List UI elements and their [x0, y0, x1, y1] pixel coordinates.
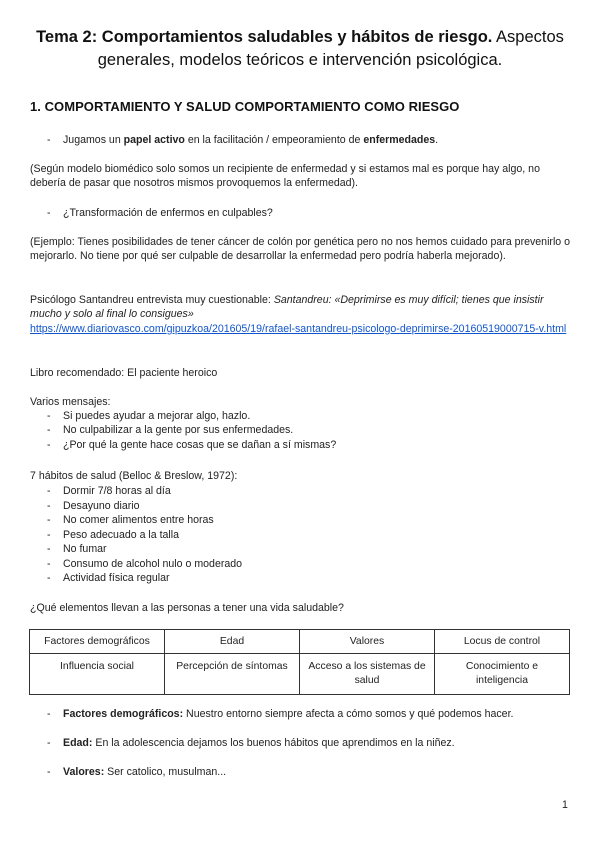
list-item: - No culpabilizar a la gente por sus enfermedades.: [47, 424, 294, 437]
paragraph-entrevista: [30, 293, 575, 336]
list-item: - No comer alimentos entre horas: [47, 514, 214, 526]
table-cell: Acceso a los sistemas de salud: [300, 654, 435, 695]
list-item: - Dormir 7/8 horas al día: [47, 485, 171, 497]
table-cell: Edad: [165, 630, 300, 654]
table-cell: Influencia social: [30, 654, 165, 695]
table-cell: Factores demográficos: [30, 630, 165, 654]
factor-text: Nuestro entorno siempre afecta a cómo somos y qué podemos hacer.: [183, 708, 514, 720]
table-cell: Conocimiento e inteligencia: [435, 654, 570, 695]
title-bold: Tema 2: Comportamientos saludables y hábitos de riesgo.: [36, 28, 493, 46]
messages-intro: Varios mensajes:: [30, 396, 111, 408]
bullet-text: ¿Transformación de enfermos en culpables?: [63, 207, 273, 219]
list-item: - Si puedes ayudar a mejorar algo, hazlo.: [47, 410, 251, 422]
factor-text: En la adolescencia dejamos los buenos hábitos que aprendimos en la niñez.: [92, 737, 455, 749]
document-page: Tema 2: Comportamientos saludables y hábitos de riesgo. Aspectos generales, modelos teóricos e intervención psicológica. 1. COMPORTAMIENTO Y SALUD COMPORTAMIENTO COMO RIESGO - Jugamos un papel activo en la facilitación / empeoramiento de enfermedades. (Según modelo biomédico solo somos un recipiente de enfermedad y si estamos mal es porque hay algo, no debería de pasar que nosotros mismos provoquemos la enfermedad). - ¿Transformación de enfermos en culpables? (Ejemplo: Tienes posibilidades de tener cáncer de colón por genética pero no nos hemos cuidado para prevenirlo o mejorarlo. No tiene por qué ser culpable de desarrollar la enfermedad pero podría haberla mejorado). Psicólogo Santandreu entrevista muy cuestionable: Santandreu: «Deprimirse es muy difícil; tienes que insistir mucho y solo al final lo consigues» https://www.diariovasco.com/gipuzkoa/201605/19/rafael-santandreu-psicologo-deprimirse-20160519000715-v.html Libro recomendado: El paciente heroico Varios mensajes: - Si puedes ayudar a mejorar algo, hazlo. - No culpabilizar a la gente por sus enfermedades. - ¿Por qué la gente hace cosas que se dañan a sí mismas? 7 hábitos de salud (Belloc & Breslow, 1972): - Dormir 7/8 horas al día - Desayuno diario - No comer alimentos entre horas - Peso adecuado a la talla - No fumar - Consumo de alcohol nulo o moderado - Actividad física regular ¿Qué elementos llevan a las personas a tener una vida saludable? Factores demográficos Edad Valores Locus de control Influencia social Percepción de síntomas Acceso a los sistemas de salud Conocimiento e inteligencia - Factores demográficos: Nuestro entorno siempre afecta a cómo somos y qué podemos hacer. - Edad: En la adolescencia dejamos los buenos hábitos que aprendimos en la niñez. - Valores: Ser catolico, musulman... 1: [0, 0, 600, 848]
habits-list: [0, 484, 600, 586]
bullet-dash: -: [47, 207, 51, 219]
paragraph-libro: Libro recomendado: El paciente heroico: [30, 367, 218, 379]
bullet-text: Jugamos un papel activo en la facilitación / empeoramiento de enfermedades.: [63, 134, 439, 146]
list-item: - ¿Por qué la gente hace cosas que se dañan a sí mismas?: [47, 438, 337, 451]
table-cell: Locus de control: [435, 630, 570, 654]
interview-quote: Santandreu: «Deprimirse es muy difícil; tienes que insistir mucho y solo al final lo consigues»: [30, 294, 544, 321]
question-text: ¿Qué elementos llevan a las personas a tener una vida saludable?: [30, 602, 344, 614]
page-number: 1: [562, 799, 568, 811]
messages-list: [0, 409, 600, 452]
factors-table: [29, 629, 570, 695]
list-item: - Peso adecuado a la talla: [47, 528, 180, 541]
title-rest: Aspectos generales, modelos teóricos e intervención psicológica.: [97, 28, 564, 69]
interview-link[interactable]: https://www.diariovasco.com/gipuzkoa/201605/19/rafael-santandreu-psicologo-deprimirse-20160519000715-v.html: [30, 322, 567, 335]
table-cell: Percepción de síntomas: [165, 654, 300, 695]
list-item: - Consumo de alcohol nulo o moderado: [47, 557, 243, 570]
interview-intro: Psicólogo Santandreu entrevista muy cuestionable:: [30, 294, 274, 306]
factor-text: Ser catolico, musulman...: [104, 766, 227, 778]
paragraph-ejemplo: (Ejemplo: Tienes posibilidades de tener cáncer de colón por genética pero no nos hemos cuidado para prevenirlo o mejorarlo. No tiene por qué ser culpable de desarrollar la enfermedad pero podría haberla mejorado).: [30, 236, 571, 263]
bullet-dash: -: [47, 134, 51, 146]
factor-label: Factores demográficos:: [63, 708, 184, 720]
factor-label: Edad:: [63, 737, 93, 749]
paragraph-modelo-biomedico: (Según modelo biomédico solo somos un recipiente de enfermedad y si estamos mal es porque hay algo, no debería de pasar que nosotros mismos provoquemos la enfermedad).: [30, 163, 540, 190]
list-item: - Desayuno diario: [47, 499, 140, 512]
habits-intro: 7 hábitos de salud (Belloc & Breslow, 1972):: [30, 470, 238, 482]
table-row: [30, 654, 570, 695]
list-item: - Actividad física regular: [47, 572, 170, 584]
section-heading: 1. COMPORTAMIENTO Y SALUD COMPORTAMIENTO COMO RIESGO: [30, 99, 460, 114]
table-cell: Valores: [300, 630, 435, 654]
table-row: [30, 630, 570, 654]
factor-label: Valores:: [63, 766, 105, 778]
page-title: [20, 26, 580, 72]
list-item: - No fumar: [47, 543, 107, 555]
